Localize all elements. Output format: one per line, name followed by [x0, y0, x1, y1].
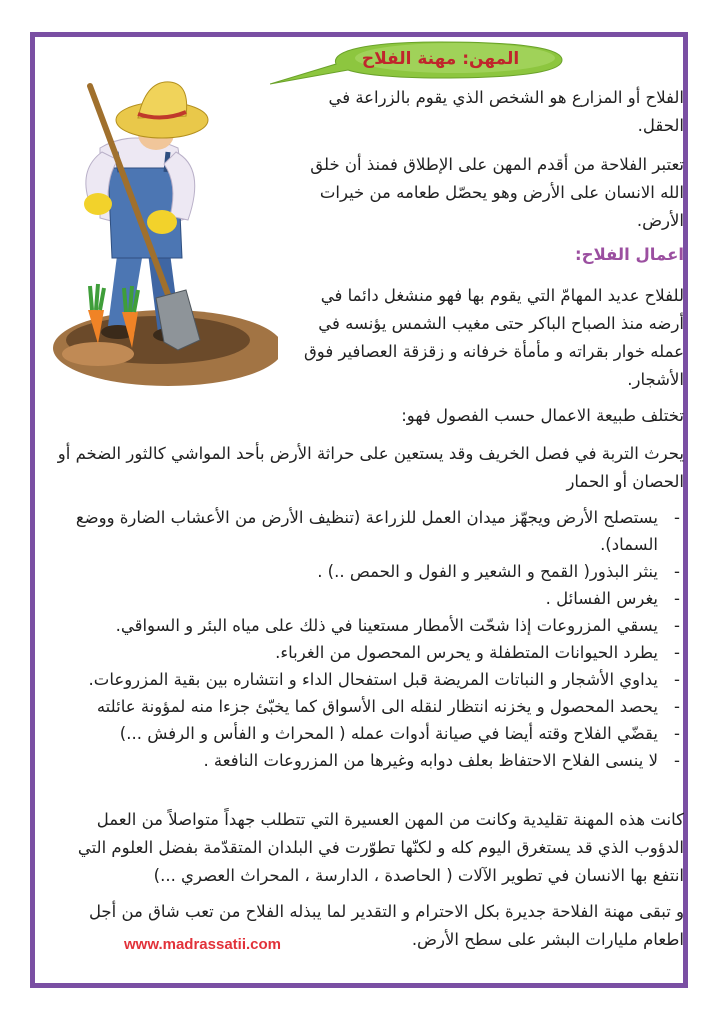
duty-item: - لا ينسى الفلاح الاحتفاظ بعلف دوابه وغيرها من المزروعات النافعة . — [44, 747, 684, 774]
duty-item: - يسقي المزروعات إذا شحّت الأمطار مستعينا في ذلك على مياه البئر و السواقي. — [44, 612, 684, 639]
intro-paragraph-2: تعتبر الفلاحة من أقدم المهن على الإطلاق فمنذ أن خلق الله الانسان على الأرض وهو يحصّل طعامه من خيرات الأرض. — [310, 155, 684, 230]
plough-paragraph: يحرث التربة في فصل الخريف وقد يستعين على حراثة الأرض بأحد المواشي كالثور الضخم أو الحصان أو الحمار — [57, 444, 684, 491]
duty-item: - يطرد الحيوانات المتطفلة و يحرس المحصول من الغرباء. — [44, 639, 684, 666]
duty-item: - يحصد المحصول و يخزنه انتظار لنقله الى الأسواق كما يخبّئ جزءا منه لمؤونة عائلته — [44, 693, 684, 720]
closing-paragraph: و تبقى مهنة الفلاحة جديرة بكل الاحترام و التقدير لما يبذله الفلاح من تعب شاق من أجل اطعام مليارات البشر على سطح الأرض. — [88, 902, 684, 949]
duty-item: - يداوي الأشجار و النباتات المريضة قبل استفحال الداء و انتشاره بين بقية المزروعات. — [44, 666, 684, 693]
title-bubble — [318, 40, 563, 78]
works-paragraph: للفلاح عديد المهامّ التي يقوم بها فهو منشغل دائما في أرضه منذ الصباح الباكر حتى مغيب الشمس يؤنسه في عمله خوار بقراته و مأمأة خرفانه و زقزقة العصافير فوق الأشجار. — [304, 286, 684, 389]
works-heading: اعمال الفلاح: — [575, 245, 684, 264]
traditional-paragraph: كانت هذه المهنة تقليدية وكانت من المهن العسيرة التي تتطلب جهداً متواصلاً من العمل الدؤوب الذي قد يستغرق اليوم كله و لكنّها تطوّرت في البلدان المتقدّمة بفضل العلوم التي انتفع بها الانسان في تطوير الآلات ( الحاصدة ، الدارسة ، المحراث العصري ...) — [77, 810, 684, 885]
duty-item: - يستصلح الأرض ويجهّز ميدان العمل للزراعة (تنظيف الأرض من الأعشاب الضارة ووضع السماد). — [44, 504, 684, 558]
duty-item: - يغرس الفسائل . — [44, 585, 684, 612]
intro-paragraph-1: الفلاح أو المزارع هو الشخص الذي يقوم بالزراعة في الحقل. — [328, 88, 684, 135]
farmer-illustration — [38, 48, 278, 388]
watermark-link[interactable]: www.madrassatii.com — [124, 936, 282, 953]
page-title: المهن: مهنة الفلاح — [361, 49, 520, 69]
duty-item: - يقضّي الفلاح وقته أيضا في صيانة أدوات عمله ( المحراث و الفأس و الرفش ...) — [44, 720, 684, 747]
duty-item: - ينثر البذور( القمح و الشعير و الفول و الحمص ..) . — [44, 558, 684, 585]
duties-list — [44, 504, 684, 774]
seasons-line: تختلف طبيعة الاعمال حسب الفصول فهو: — [401, 406, 684, 425]
